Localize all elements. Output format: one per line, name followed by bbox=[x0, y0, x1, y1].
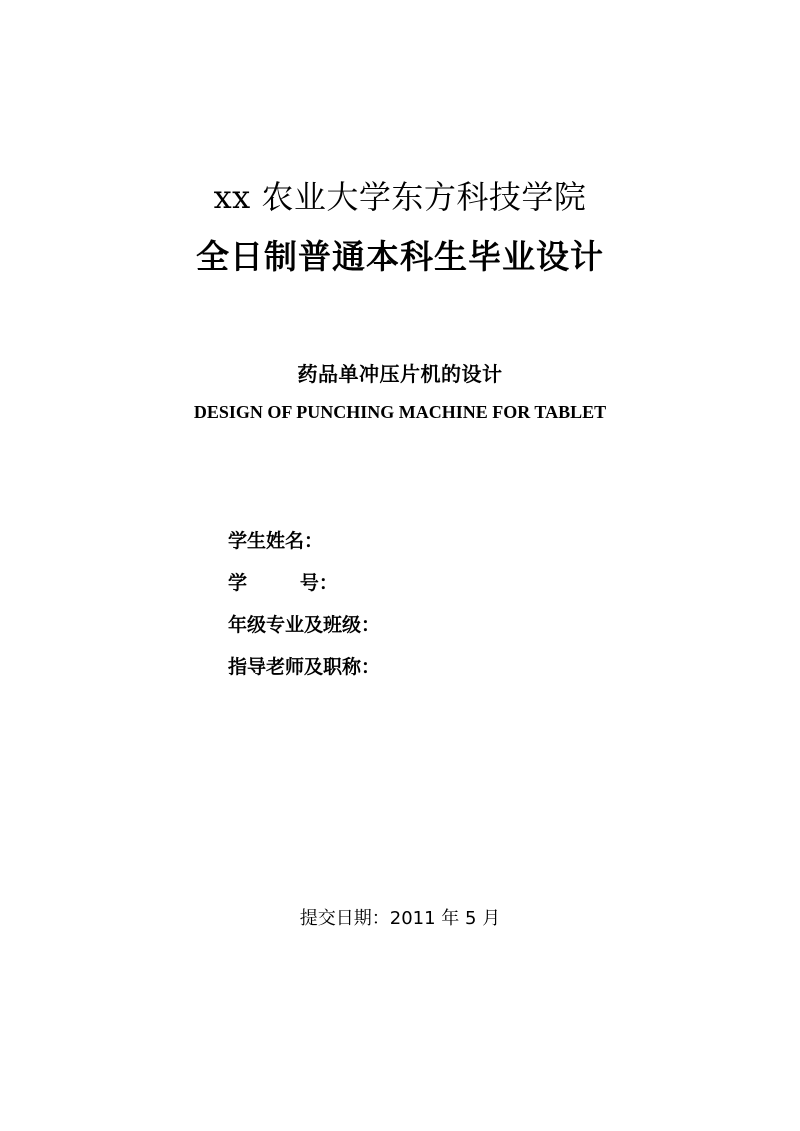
thesis-title-chinese: 药品单冲压片机的设计 bbox=[297, 362, 503, 386]
school-name-heading: xx 农业大学东方科技学院 bbox=[213, 178, 587, 216]
advisor-title-label: 指导老师及职称： bbox=[228, 656, 381, 678]
submission-date-value: 2011 年 5 月 bbox=[389, 908, 501, 929]
student-name-label: 学生姓名： bbox=[228, 530, 324, 552]
program-heading: 全日制普通本科生毕业设计 bbox=[196, 237, 604, 276]
thesis-title-english: DESIGN OF PUNCHING MACHINE FOR TABLET bbox=[193, 402, 607, 422]
student-id-label: 学 号： bbox=[228, 572, 338, 594]
submission-label: 提交日期： bbox=[299, 908, 390, 929]
grade-major-class-label: 年级专业及班级： bbox=[228, 614, 381, 636]
submission-date bbox=[0, 904, 800, 930]
